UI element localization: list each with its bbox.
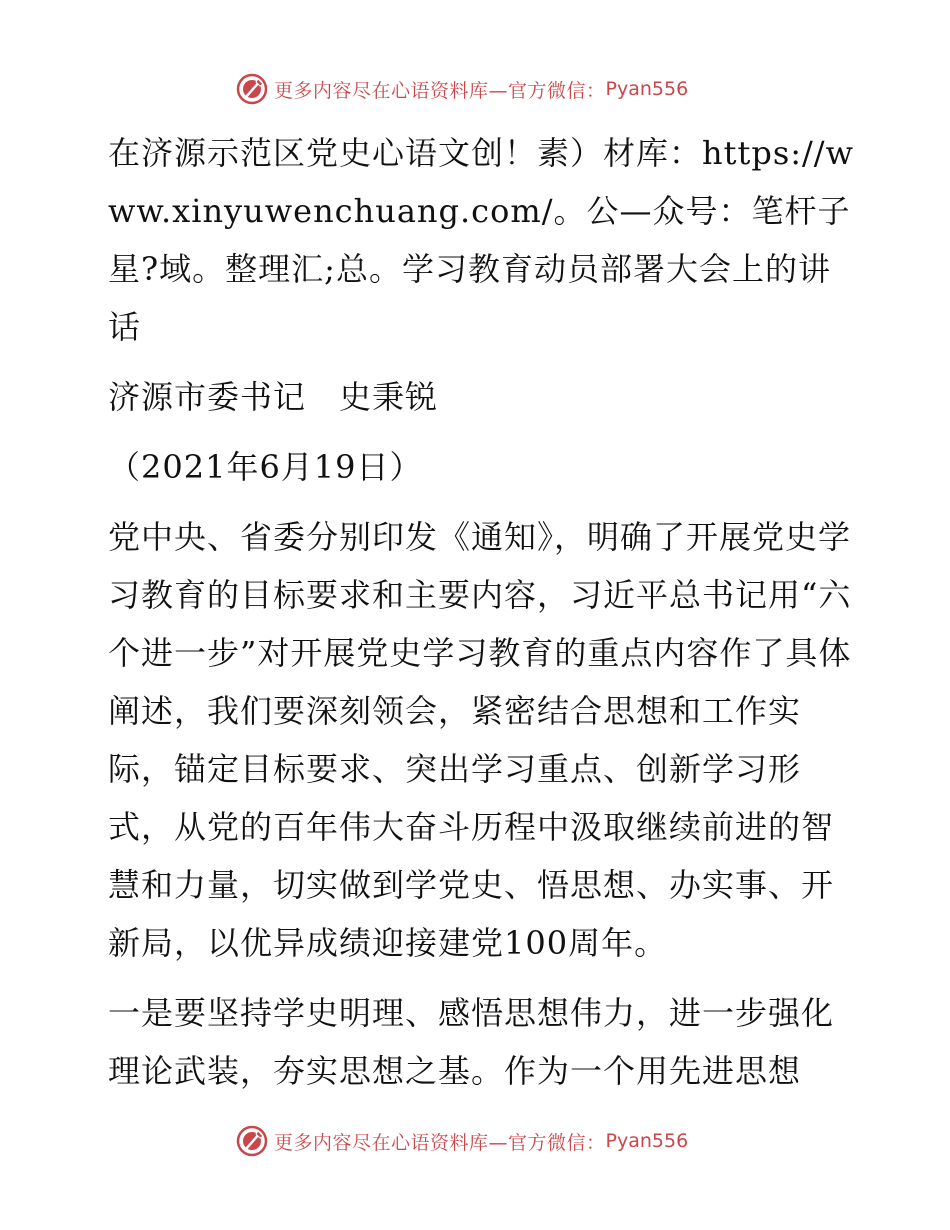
paragraph-1: 党中央、省委分别印发《通知》，明确了开展党史学习教育的目标要求和主要内容，习近平总书记用“六个进一步”对开展党史学习教育的重点内容作了具体阐述，我们要深刻领会，紧密结合思想和工作实际，锚定目标要求、突出学习重点、创新学习形式，从党的百年伟大奋斗历程中汲取继续前进的智慧和力量，切实做到学党史、悟思想、办实事、开新局，以优异成绩迎接建党100周年。	[108, 518, 852, 962]
footer-watermark	[236, 1124, 688, 1158]
watermark-text: 更多内容尽在心语资料库—官方微信：	[274, 79, 606, 102]
document-body	[98, 124, 858, 1112]
watermark-wechat-id: Pyan556	[605, 78, 689, 100]
watermark-text: 更多内容尽在心语资料库—官方微信：	[274, 1131, 606, 1154]
pen-logo-icon	[236, 1125, 268, 1157]
author-line: 济源市委书记 史秉锐	[108, 378, 439, 416]
watermark-wechat-id: Pyan556	[605, 1130, 689, 1152]
intro-paragraph: 在济源示范区党史心语文创！素）材库：https://www.xinyuwenchuang.com/。公—众号：笔杆子星?域。整理汇;总。学习教育动员部署大会上的讲话	[108, 134, 854, 346]
header-watermark	[236, 72, 688, 106]
paragraph-2: 一是要坚持学史明理、感悟思想伟力，进一步强化理论武装，夯实思想之基。作为一个用先进思想	[108, 994, 835, 1090]
date-line: （2021年6月19日）	[108, 448, 423, 486]
pen-logo-icon	[236, 73, 268, 105]
